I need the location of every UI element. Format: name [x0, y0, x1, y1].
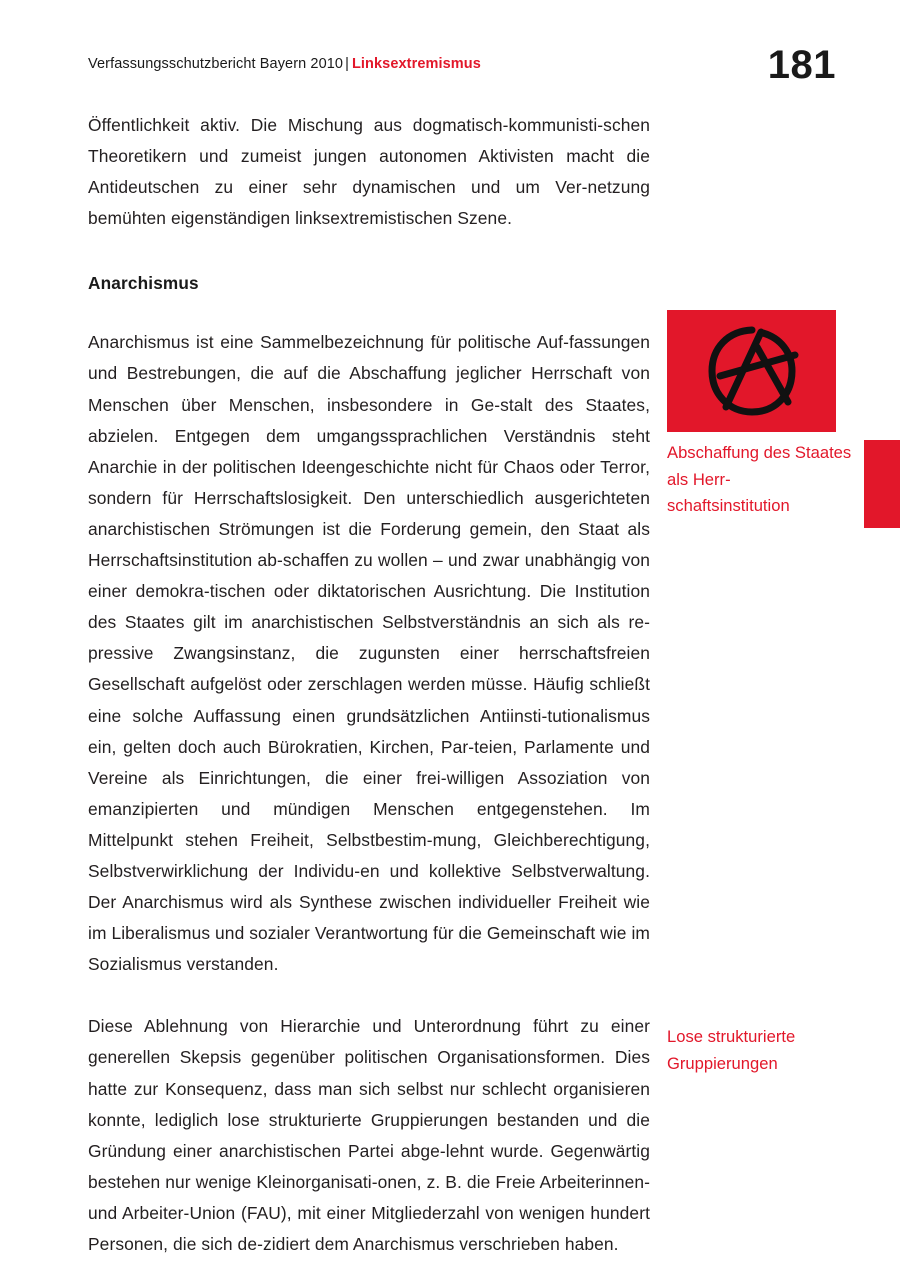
paragraph-continuation: Öffentlichkeit aktiv. Die Mischung aus dogmatisch-kommunisti-schen Theoretikern und zumeist jungen autonomen Aktivisten macht die Antideutschen zu einer sehr dynamischen und um Ver-netzung bemühten eigenständigen linksextremistischen Szene.: [88, 115, 650, 229]
section-subheading: Anarchismus: [88, 273, 199, 294]
chapter-thumb-tab: [864, 440, 900, 528]
anarchy-icon: [700, 319, 804, 423]
paragraph-organisation-forms: Diese Ablehnung von Hierarchie und Unterordnung führt zu einer generellen Skepsis gegenüber politischen Organisationsformen. Dies hatte zur Konsequenz, dass man sich selbst nur schlecht organisieren konnte, lediglich lose strukturierte Gruppierungen bestanden und die Gründung einer anarchistischen Partei abge-lehnt wurde. Gegenwärtig bestehen nur wenige Kleinorganisati-onen, z. B. die Freie Arbeiterinnen- und Arbeiter-Union (FAU), mit einer Mitgliederzahl von wenigen hundert Personen, die sich de-zidiert dem Anarchismus verschrieben haben.: [88, 1016, 650, 1254]
header-section-name: Linksextremismus: [351, 56, 481, 72]
margin-note-abschaffung: Abschaffung des Staates als Herr-schaftsinstitution: [667, 443, 852, 515]
main-text-column: [88, 110, 650, 1260]
paragraph-anarchism-definition: Anarchismus ist eine Sammelbezeichnung für politische Auf-fassungen und Bestrebungen, die auf die Abschaffung jeglicher Herrschaft von Menschen über Menschen, insbesondere in Ge-stalt des Staates, abzielen. Entgegen dem umgangssprachlichen Verständnis steht Anarchie in der politischen Ideengeschichte nicht für Chaos oder Terror, sondern für Herrschaftslosigkeit. Den unterschiedlich ausgerichteten anarchistischen Strömungen ist die Forderung gemein, den Staat als Herrschaftsinstitution ab-schaffen zu wollen – und zwar unabhängig von einer demokra-tischen oder diktatorischen Ausrichtung. Die Institution des Staates gilt im anarchistischen Selbstverständnis an sich als re-pressive Zwangsinstanz, die zugunsten einer herrschaftsfreien Gesellschaft aufgelöst oder zerschlagen werden müsse. Häufig schließt eine solche Auffassung einen grundsätzlichen Antiinsti-tutionalismus ein, gelten doch auch Bürokratien, Kirchen, Par-teien, Parlamente und Vereine als Einrichtungen, die einer frei-willigen Assoziation von emanzipierten und mündigen Menschen entgegenstehen. Im Mittelpunkt stehen Freiheit, Selbstbestim-mung, Gleichberechtigung, Selbstverwirklichung der Individu-en und kollektive Selbstverwaltung. Der Anarchismus wird als Synthese zwischen individueller Freiheit wie im Liberalismus und sozialer Verantwortung für die Gemeinschaft wie im Sozialismus verstanden.: [88, 332, 650, 975]
report-title: Verfassungsschutzbericht Bayern 2010: [88, 56, 344, 72]
margin-note-gruppierungen: Lose strukturierte Gruppierungen: [667, 1027, 796, 1073]
header-separator: |: [345, 56, 349, 72]
anarchy-symbol-figure: [667, 310, 836, 432]
running-header: [88, 56, 481, 72]
page-number: 181: [767, 43, 836, 87]
